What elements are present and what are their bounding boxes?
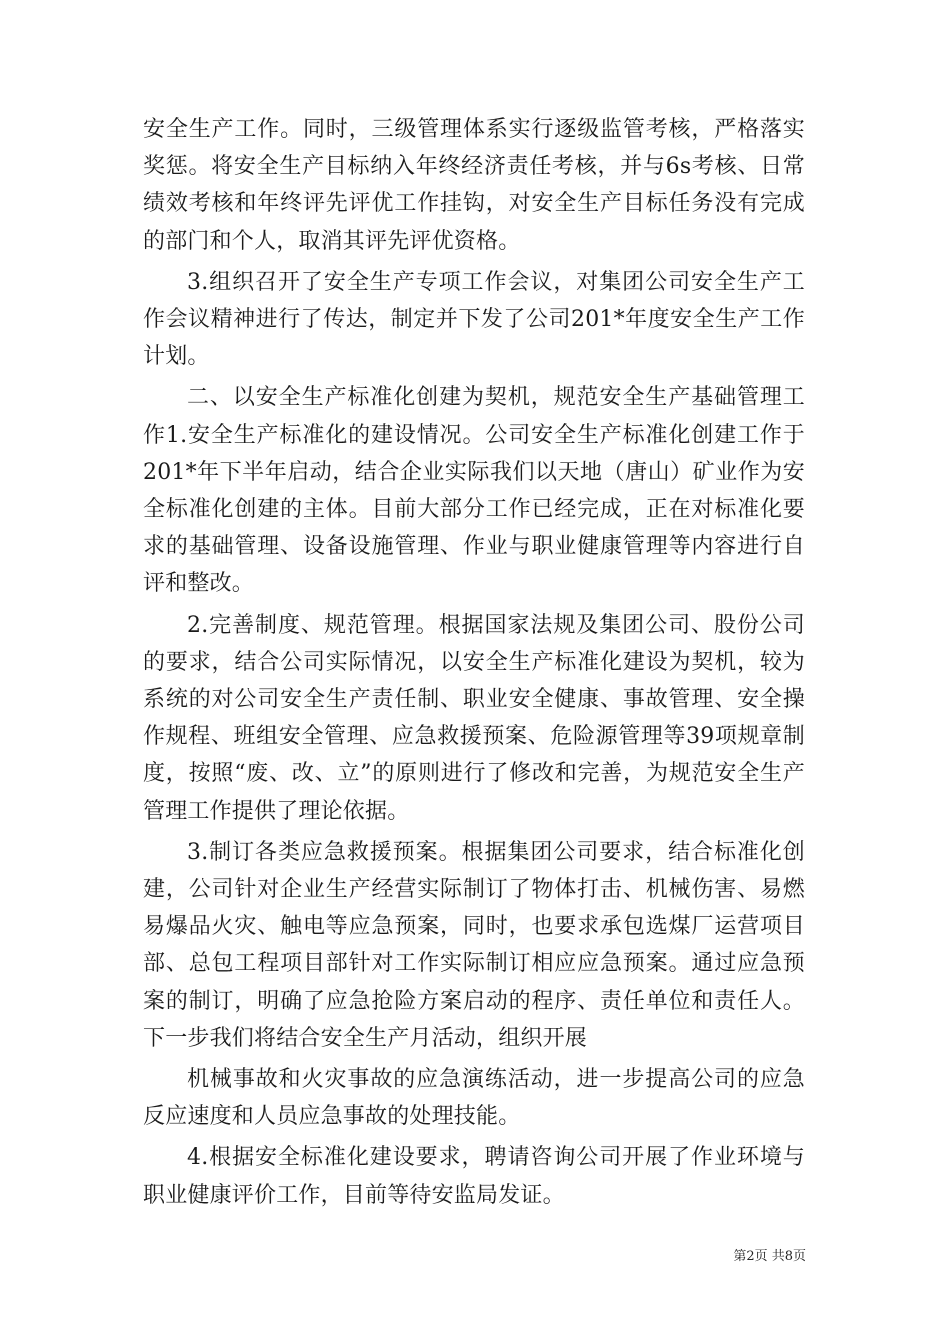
paragraph-6: 机械事故和火灾事故的应急演练活动，进一步提高公司的应急反应速度和人员应急事故的处理技能。 xyxy=(143,1067,805,1130)
paragraph-2: 3.组织召开了安全生产专项工作会议，对集团公司安全生产工作会议精神进行了传达，制定并下发了公司201*年度安全生产工作计划。 xyxy=(143,269,805,370)
document-body xyxy=(143,111,805,1218)
paragraph-3: 二、以安全生产标准化创建为契机，规范安全生产基础管理工作1.安全生产标准化的建设情况。公司安全生产标准化创建工作于201*年下半年启动，结合企业实际我们以天地（唐山）矿业作为安全标准化创建的主体。目前大部分工作已经完成，正在对标准化要求的基础管理、设备设施管理、作业与职业健康管理等内容进行自评和整改。 xyxy=(143,385,805,597)
paragraph-5: 3.制订各类应急救援预案。根据集团公司要求，结合标准化创建，公司针对企业生产经营实际制订了物体打击、机械伤害、易燃易爆品火灾、触电等应急预案，同时，也要求承包选煤厂运营项目部、总包工程项目部针对工作实际制订相应应急预案。通过应急预案的制订，明确了应急抢险方案启动的程序、责任单位和责任人。下一步我们将结合安全生产月活动，组织开展 xyxy=(143,839,805,1051)
paragraph-4: 2.完善制度、规范管理。根据国家法规及集团公司、股份公司的要求，结合公司实际情况，以安全生产标准化建设为契机，较为系统的对公司安全生产责任制、职业安全健康、事故管理、安全操作规程、班组安全管理、应急救援预案、危险源管理等39项规章制度，按照“废、改、立”的原则进行了修改和完善，为规范安全生产管理工作提供了理论依据。 xyxy=(143,612,805,824)
paragraph-1: 安全生产工作。同时，三级管理体系实行逐级监管考核，严格落实奖惩。将安全生产目标纳入年终经济责任考核，并与6s考核、日常绩效考核和年终评先评优工作挂钩，对安全生产目标任务没有完成的部门和个人，取消其评先评优资格。 xyxy=(143,117,805,254)
paragraph-7: 4.根据安全标准化建设要求，聘请咨询公司开展了作业环境与职业健康评价工作，目前等待安监局发证。 xyxy=(143,1145,805,1208)
page-number-footer: 第2页 共8页 xyxy=(733,1249,806,1264)
